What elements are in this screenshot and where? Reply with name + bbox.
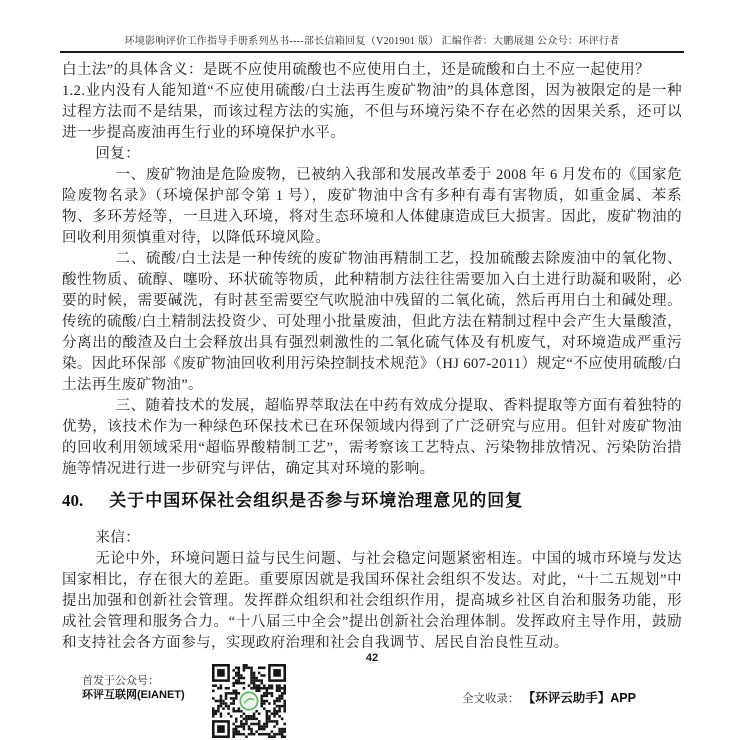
qr-finder-bottom-left <box>212 720 230 738</box>
section-title: 关于中国环保社会组织是否参与环境治理意见的回复 <box>109 491 524 510</box>
section-heading <box>62 489 682 513</box>
page-number: 42 <box>365 652 379 664</box>
page-header <box>60 32 684 53</box>
document-body <box>62 60 682 654</box>
page-footer <box>60 650 684 740</box>
footer-collection-block <box>462 688 636 706</box>
footer-publisher-line2: 环评互联网(EIANET) <box>82 689 185 701</box>
reply-item-2: 二、硫酸/白土法是一种传统的废矿物油再精制工艺，投加硫酸去除废油中的氧化物、酸性物质、硫醇、噻吩、环状硫等物质，此种精制方法往往需要加入白土进行助凝和吸附，必要的时候，需要碱洗，有时甚至需要空气吹脱油中残留的二氧化硫，然后再用白土和碱处理。传统的硫酸/白土精制法投资少、可处理小批量废油，但此方法在精制过程中会产生大量酸渣，分离出的酸渣及白土会释放出具有强烈刺激性的二氧化硫气体及有机废气，对环境造成严重污染。因此环保部《废矿物油回收利用污染控制技术规范》（HJ 607-2011）规定“不应使用硫酸/白土法再生废矿物油”。 <box>62 251 682 393</box>
paragraph-question-1-2: 1.2.业内没有人能知道“不应使用硫酸/白土法再生废矿物油”的具体意图，因为被限定的是一种过程方法而不是结果，而该过程方法的实施，不但与环境污染不存在必然的因果关系，还可以进一步提高废油再生行业的环境保护水平。 <box>62 83 682 141</box>
section-number: 40. <box>62 491 84 510</box>
qr-code-icon <box>212 664 286 738</box>
qr-center-logo <box>238 690 259 711</box>
reply-item-3: 三、随着技术的发展，超临界萃取法在中药有效成分提取、香料提取等方面有着独特的优势，该技术作为一种绿色环保技术已在环保领域内得到了广泛研究与应用。但针对废矿物油的回收利用领域采用“超临界酸精制工艺”，需考察该工艺特点、污染物排放情况、污染防治措施等情况进行进一步研究与评估，确定其对环境的影响。 <box>62 398 682 477</box>
header-title: 环境影响评价工作指导手册系列丛书----部长信箱回复（V201901 版） 汇编作者：大鹏展翅 公众号：环评行者 <box>124 36 620 47</box>
reply-item-1: 一、废矿物油是危险废物，已被纳入我部和发展改革委于 2008 年 6 月发布的《国家危险废物名录》（环境保护部令第 1 号），废矿物油中含有多种有毒有害物质，如重金属、苯系物、多环芳烃等，一旦进入环境，将对生态环境和人体健康造成巨大损害。因此，废矿物油的回收利用须慎重对待，以降低环境风险。 <box>62 167 682 246</box>
footer-publisher-block <box>82 674 185 702</box>
footer-collection-value: 【环评云助手】APP <box>522 691 636 705</box>
letter-paragraph: 无论中外，环境问题日益与民生问题、与社会稳定问题紧密相连。中国的城市环境与发达国家相比，存在很大的差距。重要原因就是我国环保社会组织不发达。对此，“十二五规划”中提出加强和创新社会管理。发挥群众组织和社会组织作用，提高城乡社区自治和服务功能，形成社会管理和服务合力。“十八届三中全会”提出创新社会治理体制。发挥政府主导作用，鼓励和支持社会各方面参与，实现政府治理和社会自我调节、居民自治良性互动。 <box>62 551 682 651</box>
footer-publisher-line1: 首发于公众号： <box>82 675 159 687</box>
qr-finder-top-left <box>212 664 230 682</box>
paragraph-intro-tail: 白土法”的具体含义：是既不应使用硫酸也不应使用白土，还是硫酸和白土不应一起使用？ <box>62 62 650 78</box>
qr-finder-top-right <box>268 664 286 682</box>
letter-label: 来信： <box>95 530 141 546</box>
reply-label: 回复： <box>95 146 141 162</box>
footer-collection-label: 全文收录： <box>462 693 520 705</box>
